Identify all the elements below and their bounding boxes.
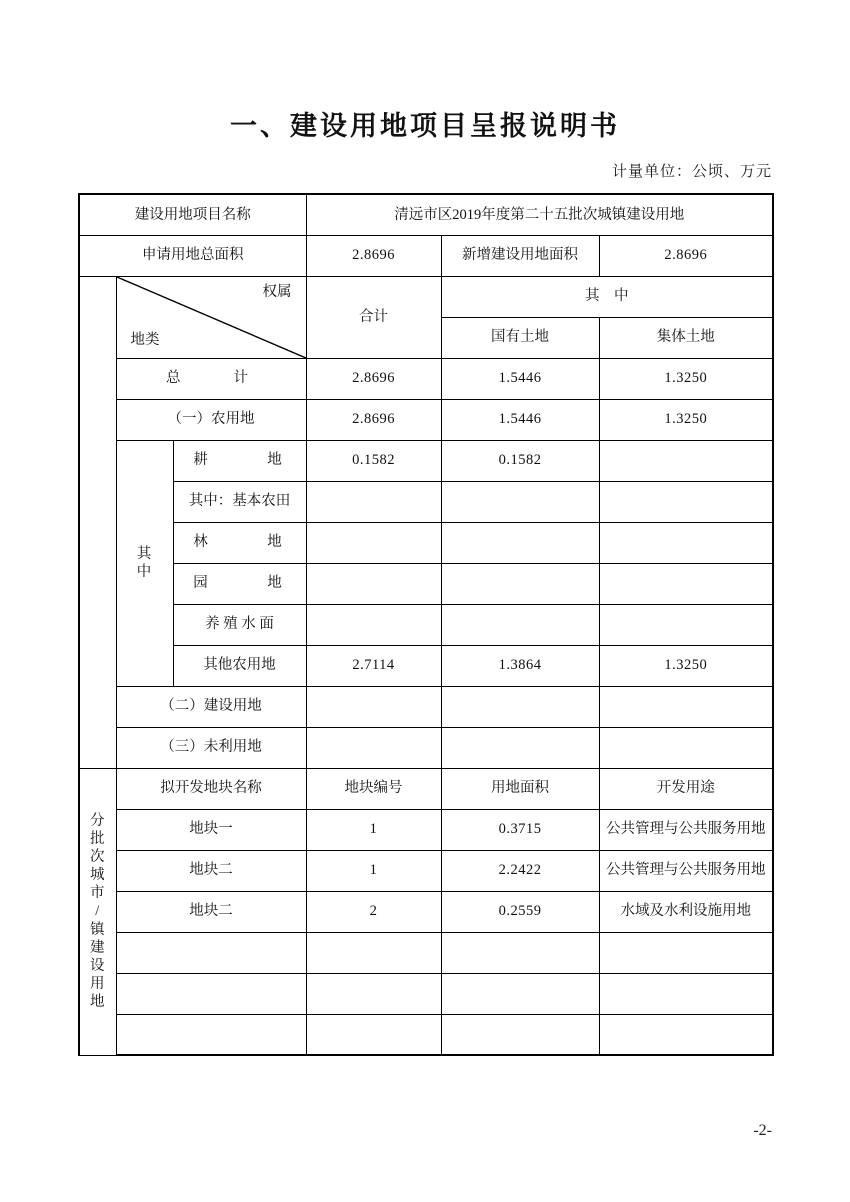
table-row: [79, 727, 773, 768]
project-name-label: 建设用地项目名称: [79, 194, 306, 235]
parcel-area: 0.2559: [441, 891, 599, 932]
table-row: [79, 1014, 773, 1055]
table-row: [79, 276, 773, 317]
row-state: [441, 604, 599, 645]
table-row: [79, 686, 773, 727]
row-state: [441, 727, 599, 768]
parcel-purpose: 公共管理与公共服务用地: [599, 809, 773, 850]
table-row: [79, 358, 773, 399]
table-row: [79, 645, 773, 686]
parcel-vertical-char-6: /: [95, 903, 101, 920]
table-row: [79, 891, 773, 932]
row-total: [306, 481, 441, 522]
row-collective: 1.3250: [599, 399, 773, 440]
among-column-header: 其 中: [441, 276, 773, 317]
measurement-unit-note: 计量单位：公顷、万元: [611, 164, 772, 180]
new-construction-area-label: 新增建设用地面积: [441, 235, 599, 276]
table-row: [79, 440, 773, 481]
table-row: [79, 932, 773, 973]
row-state: 1.5446: [441, 358, 599, 399]
parcel-purpose: [599, 973, 773, 1014]
parcel-area: [441, 932, 599, 973]
table-row: [79, 604, 773, 645]
parcel-purpose: 水域及水利设施用地: [599, 891, 773, 932]
parcel-area-header: 用地面积: [441, 768, 599, 809]
parcel-vertical-char-1: 分: [90, 812, 106, 829]
row-state: [441, 481, 599, 522]
row-label: （二）建设用地: [116, 686, 306, 727]
table-row: [79, 399, 773, 440]
total-area-label: 申请用地总面积: [79, 235, 306, 276]
parcel-code: 1: [306, 850, 441, 891]
parcel-purpose: 公共管理与公共服务用地: [599, 850, 773, 891]
row-label: 养 殖 水 面: [173, 604, 306, 645]
table-row: [79, 768, 773, 809]
page-title: 一、建设用地项目呈报说明书: [230, 111, 620, 141]
row-state: [441, 563, 599, 604]
row-total: [306, 563, 441, 604]
landtype-label: 地类: [130, 332, 160, 349]
ownership-landtype-header: [116, 276, 306, 358]
row-state: 1.5446: [441, 399, 599, 440]
row-collective: [599, 522, 773, 563]
collective-land-column-header: 集体土地: [599, 317, 773, 358]
parcel-area: [441, 973, 599, 1014]
row-collective: [599, 563, 773, 604]
parcel-vertical-char-2: 批: [90, 830, 106, 847]
parcel-name-header: 拟开发地块名称: [116, 768, 306, 809]
table-row: [79, 563, 773, 604]
parcel-area: 2.2422: [441, 850, 599, 891]
table-row: [79, 194, 773, 235]
row-label: 其中：基本农田: [173, 481, 306, 522]
row-total: [306, 686, 441, 727]
project-name-value: 清远市区2019年度第二十五批次城镇建设用地: [306, 194, 773, 235]
row-collective: [599, 440, 773, 481]
row-label: 其他农用地: [173, 645, 306, 686]
parcel-vertical-char-10: 用: [90, 975, 106, 992]
parcel-vertical-char-8: 建: [90, 939, 106, 956]
parcel-vertical-char-3: 次: [90, 849, 106, 866]
parcel-vertical-char-11: 地: [90, 994, 106, 1011]
table-row: [79, 973, 773, 1014]
parcel-name: [116, 973, 306, 1014]
row-state: [441, 686, 599, 727]
row-label: 耕 地: [173, 440, 306, 481]
row-total: 2.8696: [306, 399, 441, 440]
parcel-code: [306, 973, 441, 1014]
row-collective: [599, 481, 773, 522]
row-state: 0.1582: [441, 440, 599, 481]
row-state: [441, 522, 599, 563]
parcel-name: 地块二: [116, 891, 306, 932]
row-collective: [599, 727, 773, 768]
table-row: [79, 850, 773, 891]
parcel-section-vertical-label: [79, 768, 116, 1055]
row-total: 2.7114: [306, 645, 441, 686]
row-total: [306, 604, 441, 645]
parcel-area: 0.3715: [441, 809, 599, 850]
state-land-column-header: 国有土地: [441, 317, 599, 358]
parcel-vertical-char-4: 城: [90, 867, 106, 884]
new-construction-area-value: 2.8696: [599, 235, 773, 276]
table-row: [79, 481, 773, 522]
parcel-name: [116, 1014, 306, 1055]
parcel-vertical-char-7: 镇: [90, 921, 106, 938]
parcel-area: [441, 1014, 599, 1055]
row-label: 总 计: [116, 358, 306, 399]
row-total: [306, 522, 441, 563]
page-number: -2-: [753, 1122, 772, 1139]
parcel-name: 地块二: [116, 850, 306, 891]
among-vertical-label: [116, 440, 173, 686]
parcel-code: [306, 1014, 441, 1055]
row-label: 林 地: [173, 522, 306, 563]
main-table-wrapper: [78, 193, 772, 1056]
row-label: （三）未利用地: [116, 727, 306, 768]
parcel-name: 地块一: [116, 809, 306, 850]
total-area-value: 2.8696: [306, 235, 441, 276]
parcel-code: [306, 932, 441, 973]
row-collective: [599, 686, 773, 727]
total-column-header: 合计: [306, 276, 441, 358]
parcel-code: 1: [306, 809, 441, 850]
land-use-report-table: [78, 193, 774, 1056]
parcel-code: 2: [306, 891, 441, 932]
parcel-vertical-char-5: 市: [90, 885, 106, 902]
row-collective: [599, 604, 773, 645]
row-collective: 1.3250: [599, 358, 773, 399]
parcel-purpose-header: 开发用途: [599, 768, 773, 809]
row-total: [306, 727, 441, 768]
row-label: （一）农用地: [116, 399, 306, 440]
land-section-spacer-column: [79, 276, 116, 768]
parcel-vertical-char-9: 设: [90, 957, 106, 974]
parcel-purpose: [599, 1014, 773, 1055]
row-state: 1.3864: [441, 645, 599, 686]
table-row: [79, 522, 773, 563]
among-vertical-char-1: 其: [136, 545, 153, 562]
row-collective: 1.3250: [599, 645, 773, 686]
row-total: 0.1582: [306, 440, 441, 481]
among-vertical-char-2: 中: [136, 564, 153, 580]
table-row: [79, 809, 773, 850]
parcel-purpose: [599, 932, 773, 973]
ownership-label: 权属: [262, 283, 292, 300]
parcel-name: [116, 932, 306, 973]
table-row: [79, 235, 773, 276]
parcel-code-header: 地块编号: [306, 768, 441, 809]
row-label: 园 地: [173, 563, 306, 604]
row-total: 2.8696: [306, 358, 441, 399]
